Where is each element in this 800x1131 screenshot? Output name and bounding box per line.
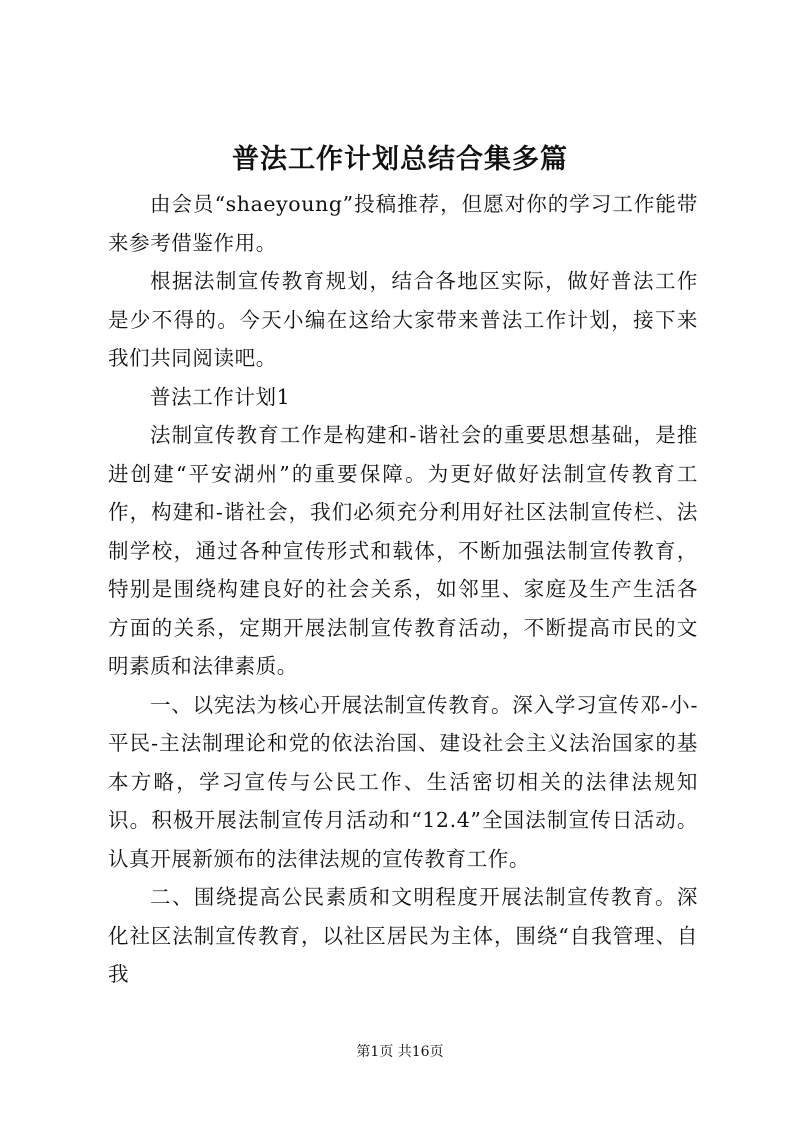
document-body bbox=[108, 185, 698, 994]
section-heading: 普法工作计划1 bbox=[150, 384, 291, 409]
paragraph-item-2: 二、围绕提高公民素质和文明程度开展法制宣传教育。深化社区法制宣传教育，以社区居民为主体，围绕“自我管理、自我 bbox=[108, 885, 698, 986]
paragraph-item-1: 一、以宪法为核心开展法制宣传教育。深入学习宣传邓-小-平民-主法制理论和党的依法治国、建设社会主义法治国家的基本方略，学习宣传与公民工作、生活密切相关的法律法规知识。积极开展法制宣传月活动和“12.4”全国法制宣传日活动。认真开展新颁布的法律法规的宣传教育工作。 bbox=[108, 692, 698, 871]
paragraph-preface: 根据法制宣传教育规划，结合各地区实际，做好普法工作是少不得的。今天小编在这给大家带来普法工作计划，接下来我们共同阅读吧。 bbox=[108, 269, 698, 370]
page-footer: 第1页 共16页 bbox=[356, 1044, 444, 1060]
document-title: 普法工作计划总结合集多篇 bbox=[232, 144, 568, 175]
paragraph-overview: 法制宣传教育工作是构建和-谐社会的重要思想基础，是推进创建“平安湖州”的重要保障。为更好做好法制宣传教育工作，构建和-谐社会，我们必须充分利用好社区法制宣传栏、法制学校，通过各种宣传形式和载体，不断加强法制宣传教育，特别是围绕构建良好的社会关系，如邻里、家庭及生产生活各方面的关系，定期开展法制宣传教育活动，不断提高市民的文明素质和法律素质。 bbox=[108, 423, 698, 678]
paragraph-intro: 由会员“shaeyoung”投稿推荐，但愿对你的学习工作能带来参考借鉴作用。 bbox=[108, 192, 698, 255]
